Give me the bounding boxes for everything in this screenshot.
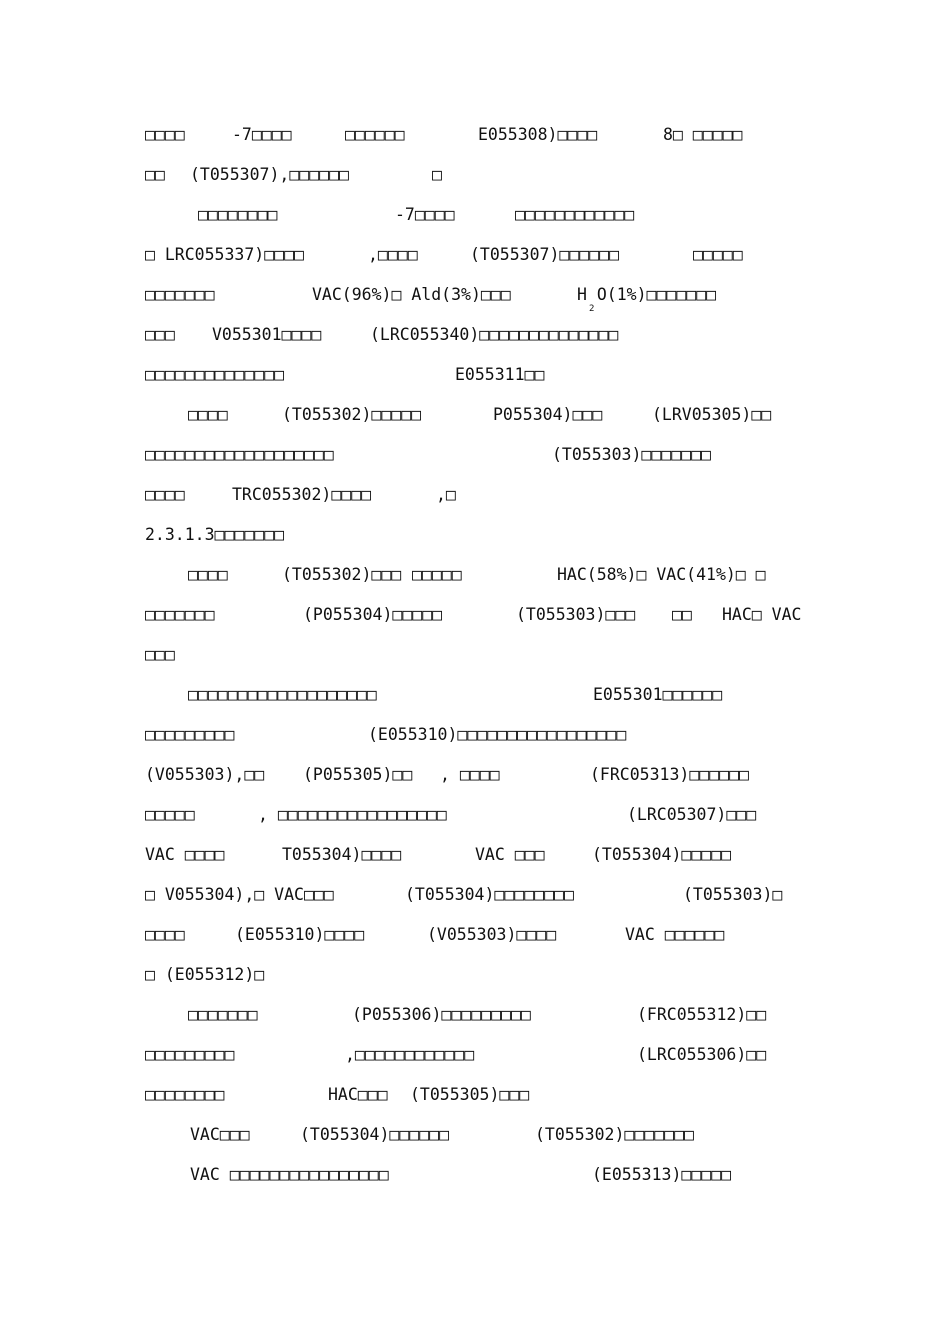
text-segment: V055301□□□□ bbox=[212, 325, 322, 344]
text-line bbox=[0, 163, 950, 187]
text-line bbox=[0, 603, 950, 627]
text-segment: □□□□ bbox=[188, 565, 228, 584]
text-segment: (T055307),□□□□□□ bbox=[190, 165, 349, 184]
text-line bbox=[0, 1083, 950, 1107]
text-line bbox=[0, 963, 950, 987]
text-line bbox=[0, 883, 950, 907]
text-segment: P055304)□□□ bbox=[493, 405, 603, 424]
text-segment: (T055304)□□□□□□ bbox=[300, 1125, 450, 1144]
text-segment: HAC□ VAC bbox=[722, 605, 802, 624]
text-segment: (V055303),□□ bbox=[145, 765, 265, 784]
text-segment: □□ bbox=[672, 605, 692, 624]
text-line bbox=[0, 683, 950, 707]
text-segment: (T055303)□□□ bbox=[516, 605, 636, 624]
text-segment: (LRC055306)□□ bbox=[637, 1045, 767, 1064]
text-segment: (FRC05313)□□□□□□ bbox=[590, 765, 749, 784]
text-line bbox=[0, 483, 950, 507]
subscript-2: 2 bbox=[589, 304, 595, 314]
text-segment: □□□□□□□□ bbox=[145, 1085, 225, 1104]
text-segment: (T055307)□□□□□□ bbox=[470, 245, 620, 264]
text-segment: □□□□□□□□□□□□□□ bbox=[145, 365, 285, 384]
text-segment: (T055305)□□□ bbox=[410, 1085, 530, 1104]
text-segment: □ V055304),□ VAC□□□ bbox=[145, 885, 334, 904]
text-segment: VAC□□□ bbox=[190, 1125, 250, 1144]
text-segment: (T055303)□ bbox=[683, 885, 783, 904]
text-segment: HAC□□□ bbox=[328, 1085, 388, 1104]
section-heading bbox=[0, 523, 950, 547]
text-line bbox=[0, 803, 950, 827]
text-segment: (E055310)□□□□□□□□□□□□□□□□□ bbox=[368, 725, 627, 744]
text-segment: (P055304)□□□□□ bbox=[303, 605, 443, 624]
text-line bbox=[0, 203, 950, 227]
text-segment: □□□□ bbox=[145, 125, 185, 144]
text-segment: , □□□□ bbox=[440, 765, 500, 784]
text-segment: -7□□□□ bbox=[232, 125, 292, 144]
text-segment: 8□ □□□□□ bbox=[663, 125, 743, 144]
text-line bbox=[0, 123, 950, 147]
text-segment: VAC □□□□□□ bbox=[625, 925, 725, 944]
text-segment: □□□□□ bbox=[693, 245, 743, 264]
text-line bbox=[0, 443, 950, 467]
text-segment: □□□□ bbox=[145, 485, 185, 504]
text-line bbox=[0, 643, 950, 667]
text-segment: TRC055302)□□□□ bbox=[232, 485, 372, 504]
text-segment: (T055304)□□□□□ bbox=[592, 845, 732, 864]
text-segment: ,□ bbox=[436, 485, 456, 504]
text-segment: T055304)□□□□ bbox=[282, 845, 402, 864]
text-segment: □□□ bbox=[145, 325, 175, 344]
text-segment: H O(1%)□□□□□□□ bbox=[577, 285, 717, 304]
text-segment: VAC □□□□□□□□□□□□□□□□ bbox=[190, 1165, 389, 1184]
text-segment: VAC □□□□ bbox=[145, 845, 225, 864]
text-segment: -7□□□□ bbox=[395, 205, 455, 224]
text-line bbox=[0, 363, 950, 387]
text-segment: VAC □□□ bbox=[475, 845, 545, 864]
text-line bbox=[0, 243, 950, 267]
text-segment: (P055305)□□ bbox=[303, 765, 413, 784]
text-segment: ,□□□□□□□□□□□□ bbox=[345, 1045, 475, 1064]
text-line bbox=[0, 403, 950, 427]
text-segment: E055308)□□□□ bbox=[478, 125, 598, 144]
text-line bbox=[0, 1163, 950, 1187]
text-segment: □□□□ bbox=[188, 405, 228, 424]
text-segment: (T055302)□□□□□ bbox=[282, 405, 422, 424]
text-segment: VAC(96%)□ Ald(3%)□□□ bbox=[312, 285, 511, 304]
text-line bbox=[0, 723, 950, 747]
text-segment: □□□□□ bbox=[412, 565, 462, 584]
text-segment: □ bbox=[432, 165, 442, 184]
text-segment: (E055313)□□□□□ bbox=[592, 1165, 732, 1184]
text-segment: (LRV05305)□□ bbox=[652, 405, 772, 424]
text-line bbox=[0, 563, 950, 587]
text-line bbox=[0, 923, 950, 947]
text-segment: E055301□□□□□□ bbox=[593, 685, 723, 704]
text-segment: □□□□□□□ bbox=[145, 605, 215, 624]
text-line bbox=[0, 283, 950, 314]
text-line bbox=[0, 1043, 950, 1067]
text-segment: (P055306)□□□□□□□□□ bbox=[352, 1005, 531, 1024]
text-segment: □□□□ bbox=[145, 925, 185, 944]
text-segment: □□□□□□□□ bbox=[198, 205, 278, 224]
text-segment: (FRC055312)□□ bbox=[637, 1005, 767, 1024]
text-segment: □□□□□□□□□ bbox=[145, 1045, 235, 1064]
text-segment: □□□□□□□□□□□□□□□□□□□ bbox=[145, 445, 334, 464]
text-segment: (LRC055340)□□□□□□□□□□□□□□ bbox=[370, 325, 619, 344]
text-segment: 2.3.1.3□□□□□□□ bbox=[145, 525, 285, 544]
text-segment: □□□ bbox=[145, 645, 175, 664]
text-segment: E055311□□ bbox=[455, 365, 545, 384]
text-segment: □□□□□□□□□□□□ bbox=[515, 205, 635, 224]
text-segment: □□□□□ bbox=[145, 805, 195, 824]
text-segment: □ LRC055337)□□□□ bbox=[145, 245, 304, 264]
text-line bbox=[0, 1123, 950, 1147]
text-segment: □ (E055312)□ bbox=[145, 965, 265, 984]
text-segment: (E055310)□□□□ bbox=[235, 925, 365, 944]
text-line bbox=[0, 763, 950, 787]
text-segment: □□□□□□□ bbox=[188, 1005, 258, 1024]
text-segment: (LRC05307)□□□ bbox=[627, 805, 757, 824]
text-segment: □□□□□□ bbox=[345, 125, 405, 144]
text-segment: (T055302)□□□□□□□ bbox=[535, 1125, 694, 1144]
text-segment: □□□□□□□□□ bbox=[145, 725, 235, 744]
text-segment: (V055303)□□□□ bbox=[427, 925, 557, 944]
text-segment: ,□□□□ bbox=[368, 245, 418, 264]
text-line bbox=[0, 323, 950, 347]
text-line bbox=[0, 843, 950, 867]
text-segment: □□□□□□□□□□□□□□□□□□□ bbox=[188, 685, 377, 704]
text-segment: □□ bbox=[145, 165, 165, 184]
text-segment: □□□□□□□ bbox=[145, 285, 215, 304]
text-line bbox=[0, 1003, 950, 1027]
text-segment: (T055302)□□□ bbox=[282, 565, 402, 584]
text-segment: (T055304)□□□□□□□□ bbox=[405, 885, 574, 904]
text-segment: (T055303)□□□□□□□ bbox=[552, 445, 711, 464]
text-segment: HAC(58%)□ VAC(41%)□ □ bbox=[557, 565, 766, 584]
text-segment: , □□□□□□□□□□□□□□□□□ bbox=[258, 805, 447, 824]
